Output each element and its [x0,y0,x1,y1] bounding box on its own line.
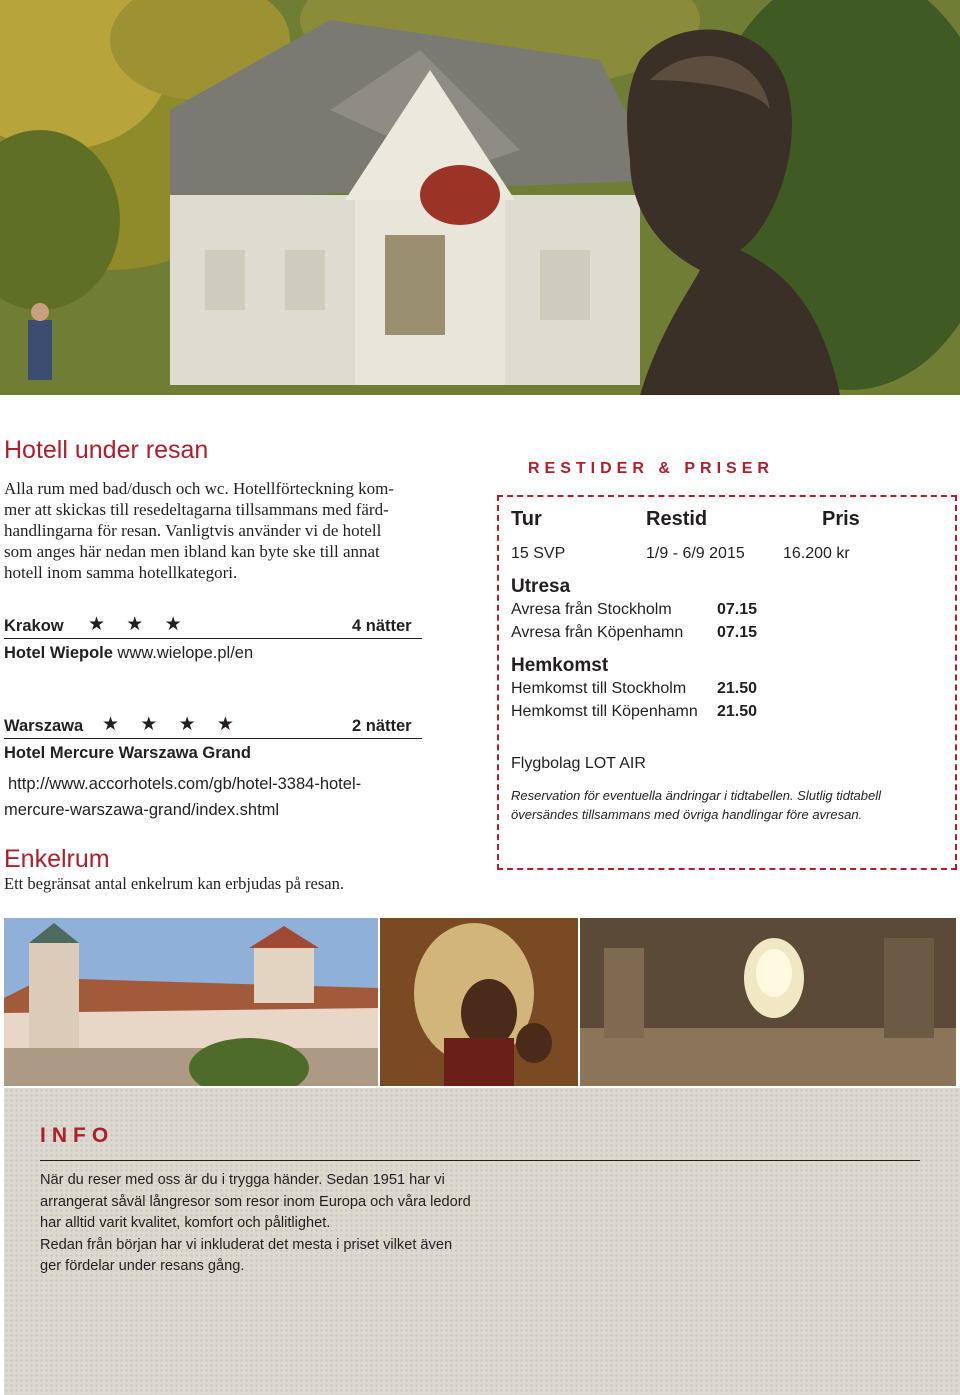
info-line: När du reser med oss är du i trygga händer. Sedan 1951 har vi [40,1172,445,1188]
info-title: INFO [40,1124,115,1147]
info-line: Redan från början har vi inkluderat det mesta i priset vilket även [40,1236,453,1253]
outbound-heading: Utresa [511,576,571,597]
header-tour: Tur [511,508,542,530]
header-price: Pris [822,508,860,530]
intro-line: som anges här nedan men ibland kan byte ske till annat [4,542,380,561]
hotels-heading: Hotell under resan [4,436,209,464]
note-line: översändes tillsammans med övriga handlingar före avresan. [511,807,863,822]
info-divider [40,1160,920,1161]
return-to: Hemkomst till Köpenhamn [511,703,698,720]
return-time: 21.50 [717,703,758,720]
hero-photo [0,0,960,395]
header-time: Restid [646,508,708,530]
single-room-text: Ett begränsat antal enkelrum kan erbjudas på resan. [4,874,344,893]
info-line: ger fördelar under resans gång. [40,1258,245,1274]
hotel-name: Hotel Wiepole [4,644,113,662]
schedule-note [511,786,951,824]
info-line: har alltid varit kvalitet, komfort och pålitlighet. [40,1215,331,1231]
intro-line: handlingarna för resan. Vanligtvis använder vi de hotell [4,521,382,540]
hotel-name: Hotel Mercure Warszawa Grand [4,744,251,762]
return-heading: Hemkomst [511,655,609,676]
tour-price: 16.200 kr [783,545,850,562]
return-to: Hemkomst till Stockholm [511,680,687,697]
intro-line: Alla rum med bad/dusch och wc. Hotellförteckning kom- [4,479,394,498]
info-text [40,1170,490,1278]
hotel-city: Warszawa [4,717,84,735]
hero-illustration [0,0,960,395]
intro-line: hotell inom samma hotellkategori. [4,563,238,582]
hotel-warszawa-header [4,714,422,739]
outbound-from: Avresa från Köpenhamn [511,624,684,641]
note-line: Reservation för eventuella ändringar i tidtabellen. Slutlig tidtabell [511,788,881,803]
intro-line: mer att skickas till resedeltagarna tillsammans med färd- [4,500,389,519]
hotel-krakow-header [4,614,422,639]
hotel-nights: 4 nätter [352,617,412,635]
hotel-krakow-line [4,644,253,663]
star-rating-icon: ★ ★ ★ [88,614,190,635]
tour-code: 15 SVP [511,545,566,562]
hotel-nights: 2 nätter [352,717,412,735]
photo-strip [4,918,956,1086]
airline: Flygbolag LOT AIR [511,755,646,772]
schedule-title: RESTIDER & PRISER [528,460,774,477]
outbound-from: Avresa från Stockholm [511,601,672,618]
info-line: arrangerat såväl långresor som resor inom Europa och våra ledord [40,1193,471,1210]
hotel-url-line[interactable]: http://www.accorhotels.com/gb/hotel-3384-hotel- [8,775,362,793]
photo-strip-illustration [4,918,956,1086]
hotel-url[interactable] [4,771,362,823]
hotel-city: Krakow [4,617,64,635]
hotels-intro [4,478,424,583]
hotel-url[interactable]: www.wielope.pl/en [117,644,254,662]
star-rating-icon: ★ ★ ★ ★ [102,714,242,735]
hotel-url-line[interactable]: mercure-warszawa-grand/index.shtml [4,801,280,819]
tour-dates: 1/9 - 6/9 2015 [646,545,745,562]
outbound-time: 07.15 [717,601,758,618]
single-room-heading: Enkelrum [4,845,110,873]
outbound-time: 07.15 [717,624,758,641]
return-time: 21.50 [717,680,758,697]
